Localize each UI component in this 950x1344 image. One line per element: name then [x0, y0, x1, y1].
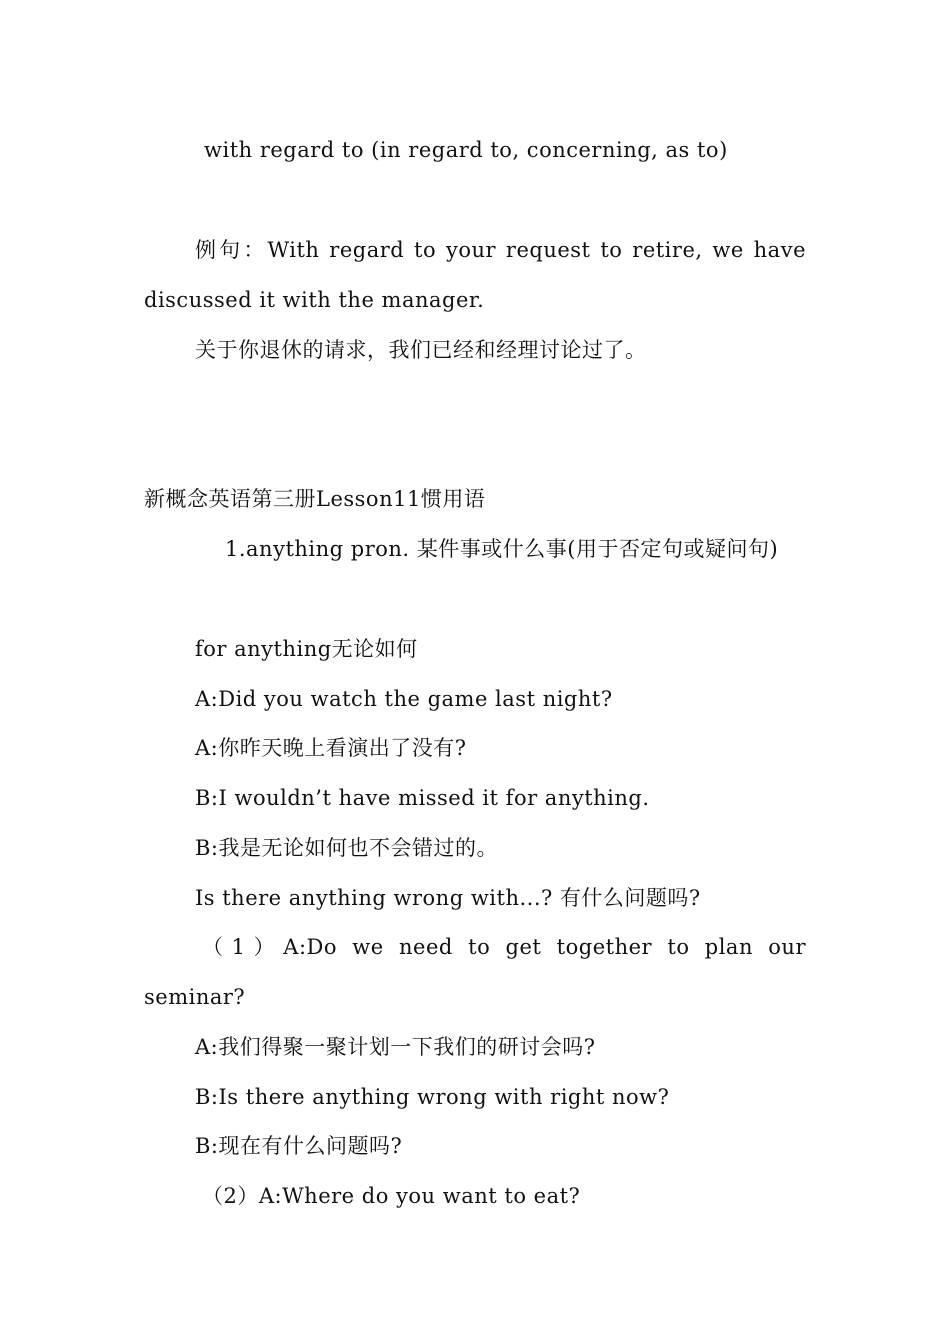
- dialog-line: B:I wouldn’t have missed it for anything.: [195, 786, 650, 810]
- example-sentence-zh: 关于你退休的请求，我们已经和经理讨论过了。: [195, 338, 647, 362]
- dialog-line: A:你昨天晚上看演出了没有?: [195, 736, 467, 760]
- dialog-line: B:现在有什么问题吗?: [195, 1134, 403, 1158]
- example-1-question: （1）A:Do we need to get together to plan our seminar?: [144, 935, 806, 1009]
- example-2-question: （2）A:Where do you want to eat?: [202, 1184, 581, 1208]
- lesson-heading: 新概念英语第三册Lesson11惯用语: [144, 487, 486, 511]
- phrase-is-there-anything-wrong: Is there anything wrong with...? 有什么问题吗?: [195, 886, 701, 910]
- dialog-line: A:我们得聚一聚计划一下我们的研讨会吗?: [195, 1035, 596, 1059]
- dialog-line: B:Is there anything wrong with right now?: [195, 1085, 670, 1109]
- phrase-for-anything: for anything无论如何: [195, 637, 418, 661]
- example-sentence-en: 例句：With regard to your request to retire, we have discussed it with the manager.: [144, 238, 806, 312]
- phrase-heading: with regard to (in regard to, concerning, as to): [204, 138, 728, 162]
- dialog-line: A:Did you watch the game last night?: [195, 687, 613, 711]
- dialog-line: B:我是无论如何也不会错过的。: [195, 836, 499, 860]
- vocab-item-anything: 1.anything pron. 某件事或什么事(用于否定句或疑问句): [225, 537, 779, 561]
